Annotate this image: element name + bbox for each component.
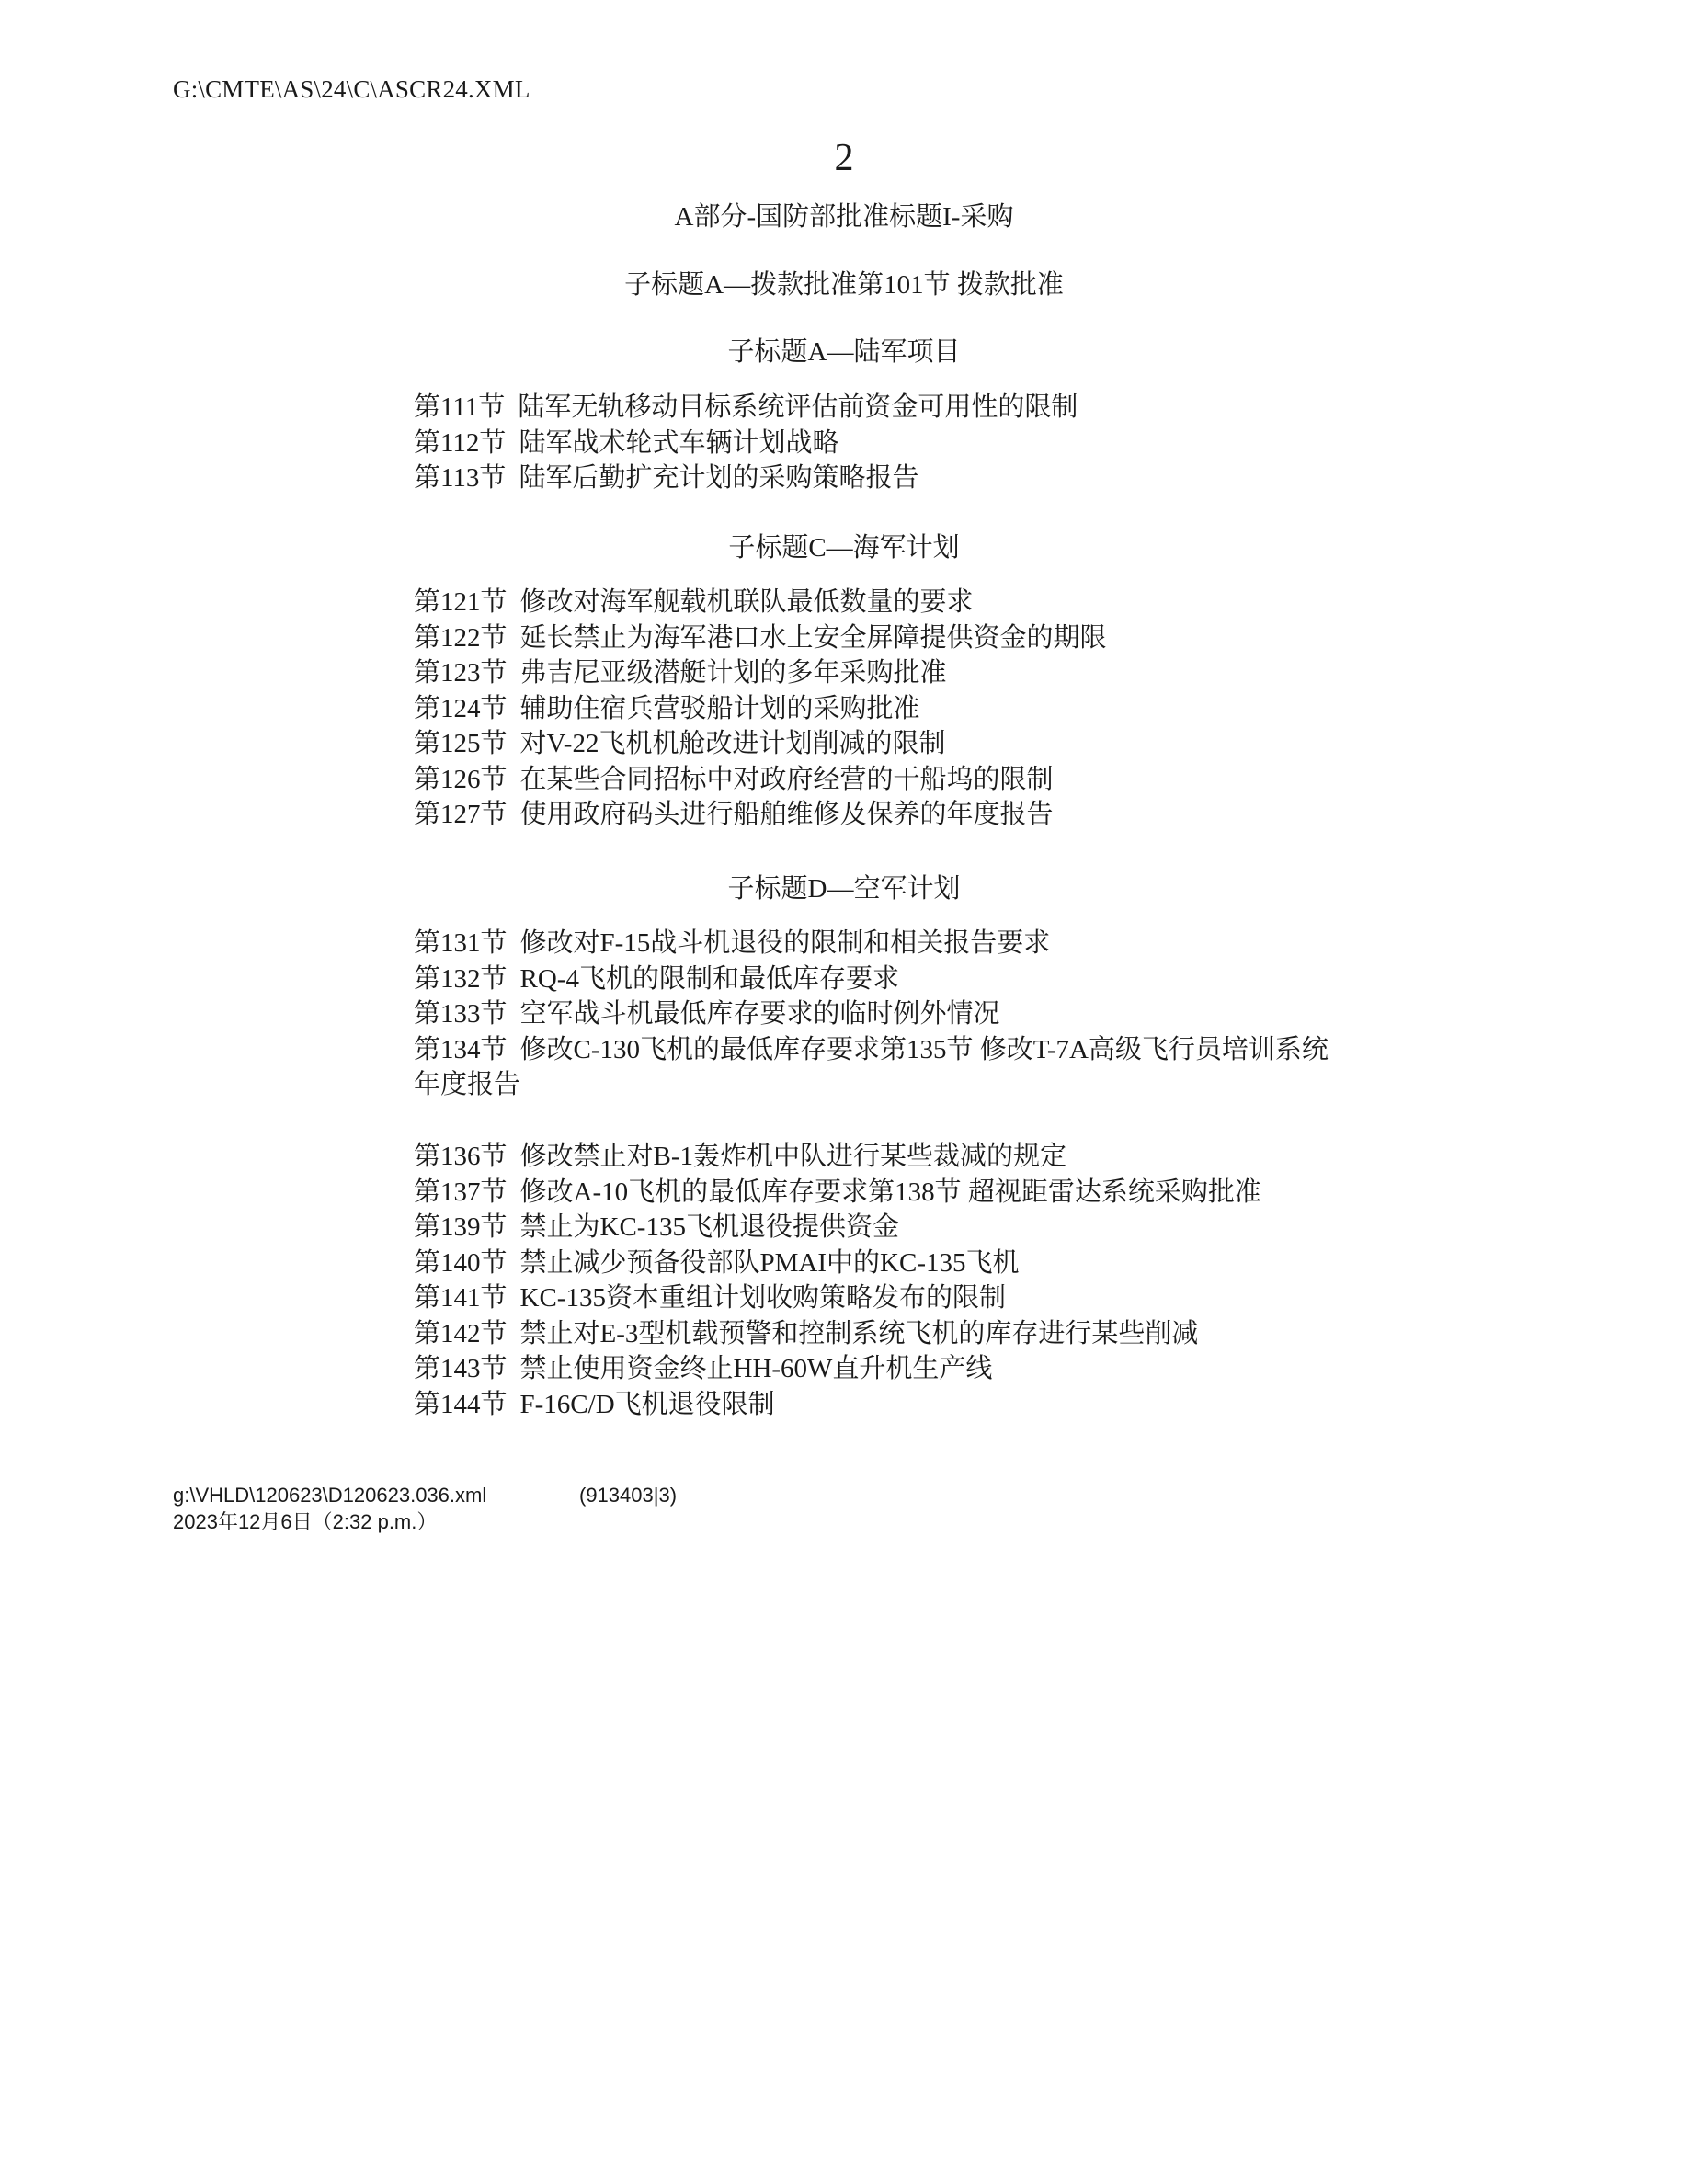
section-title: KC-135资本重组计划收购策略发布的限制: [519, 1283, 1006, 1313]
section-title: 使用政府码头进行船舶维修及保养的年度报告: [519, 800, 1054, 829]
section-title: 空军战斗机最低库存要求的临时例外情况: [519, 999, 1000, 1029]
section-title: 陆军后勤扩充计划的采购策略报告: [519, 463, 919, 493]
section-number: 第134节: [414, 1034, 508, 1064]
subtitle-a-appropriations-heading: 子标题A—拨款批准第101节 拨款批准: [624, 270, 1064, 300]
toc-item: [414, 1387, 1333, 1423]
section-number: 第113节: [414, 463, 507, 493]
toc-item: [414, 961, 1333, 997]
toc-item: [414, 926, 1333, 961]
section-number: 第124节: [414, 693, 508, 723]
army-section-list: [414, 390, 1333, 496]
toc-item: [414, 797, 1333, 833]
section-title: 修改A-10飞机的最低库存要求第138节 超视距雷达系统采购批准: [519, 1177, 1261, 1207]
toc-item: [414, 426, 1333, 461]
toc-item: [414, 691, 1333, 727]
section-number: 第140节: [414, 1247, 508, 1278]
section-title: 禁止减少预备役部队PMAI中的KC-135飞机: [519, 1247, 1020, 1278]
part-heading: A部分-国防部批准标题I-采购: [674, 202, 1014, 232]
toc-item: [414, 390, 1333, 426]
section-number: 第123节: [414, 658, 508, 688]
toc-item: [414, 1246, 1333, 1281]
section-number: 第139节: [414, 1212, 508, 1242]
section-number: 第141节: [414, 1283, 508, 1313]
section-number: 第131节: [414, 928, 508, 958]
footer-code: (913403|3): [579, 1484, 678, 1507]
section-title: 陆军战术轮式车辆计划战略: [519, 427, 839, 458]
navy-section-list: [414, 585, 1333, 833]
section-number: 第136节: [414, 1142, 508, 1171]
toc-item: [414, 996, 1333, 1032]
section-title: 修改C-130飞机的最低库存要求第135节 修改T-7A高级飞行员培训系统年度报告: [414, 1034, 1329, 1099]
section-number: 第112节: [414, 427, 507, 458]
section-title: 在某些合同招标中对政府经营的干船坞的限制: [519, 764, 1054, 794]
section-title: 辅助住宿兵营驳船计划的采购批准: [519, 693, 920, 723]
section-number: 第111节: [414, 392, 506, 422]
section-title: 修改对海军舰载机联队最低数量的要求: [519, 587, 974, 617]
section-title: RQ-4飞机的限制和最低库存要求: [519, 963, 899, 994]
section-number: 第142节: [414, 1318, 508, 1348]
section-title: 修改对F-15战斗机退役的限制和相关报告要求: [519, 928, 1051, 958]
section-title: 禁止使用资金终止HH-60W直升机生产线: [519, 1354, 993, 1383]
footer-path: g:\VHLD\120623\D120623.036.xml: [173, 1484, 487, 1507]
section-number: 第122节: [414, 622, 508, 653]
section-number: 第132节: [414, 963, 508, 994]
toc-item: [414, 655, 1333, 691]
subtitle-a-army-heading: 子标题A—陆军项目: [727, 337, 961, 367]
section-number: 第126节: [414, 764, 508, 794]
toc-item: [414, 1175, 1333, 1211]
section-title: 修改禁止对B-1轰炸机中队进行某些裁减的规定: [519, 1142, 1067, 1171]
toc-item: [414, 762, 1333, 798]
toc-item: [414, 620, 1333, 656]
section-title: F-16C/D飞机退役限制: [519, 1389, 775, 1419]
page-number: 2: [834, 137, 854, 179]
toc-item: [414, 1210, 1333, 1246]
toc-item: [414, 461, 1333, 496]
section-title: 禁止为KC-135飞机退役提供资金: [519, 1212, 899, 1242]
section-number: 第143节: [414, 1354, 508, 1383]
section-title: 陆军无轨移动目标系统评估前资金可用性的限制: [518, 392, 1078, 422]
section-number: 第121节: [414, 587, 508, 617]
air-force-section-list-1: [414, 926, 1333, 1103]
subtitle-c-navy-heading: 子标题C—海军计划: [728, 533, 960, 563]
air-force-section-list-2: [414, 1139, 1333, 1422]
subtitle-d-air-force-heading: 子标题D—空军计划: [727, 874, 961, 904]
toc-item: [414, 1316, 1333, 1352]
section-title: 禁止对E-3型机载预警和控制系统飞机的库存进行某些削减: [519, 1318, 1199, 1348]
section-number: 第137节: [414, 1177, 508, 1207]
section-number: 第144节: [414, 1389, 508, 1419]
section-title: 对V-22飞机机舱改进计划削减的限制: [519, 729, 946, 758]
file-path: G:\CMTE\AS\24\C\ASCR24.XML: [173, 75, 530, 103]
toc-item: [414, 726, 1333, 762]
section-title: 延长禁止为海军港口水上安全屏障提供资金的期限: [519, 622, 1107, 653]
toc-item: [414, 1280, 1333, 1316]
section-number: 第125节: [414, 729, 508, 758]
section-title: 弗吉尼亚级潜艇计划的多年采购批准: [519, 658, 947, 688]
toc-item: [414, 1032, 1333, 1103]
footer-date: 2023年12月6日（2:32 p.m.）: [173, 1510, 438, 1533]
toc-item: [414, 1139, 1333, 1175]
section-number: 第133节: [414, 999, 508, 1029]
section-number: 第127节: [414, 800, 508, 829]
toc-item: [414, 1351, 1333, 1387]
footer: [173, 1482, 678, 1535]
toc-item: [414, 585, 1333, 620]
